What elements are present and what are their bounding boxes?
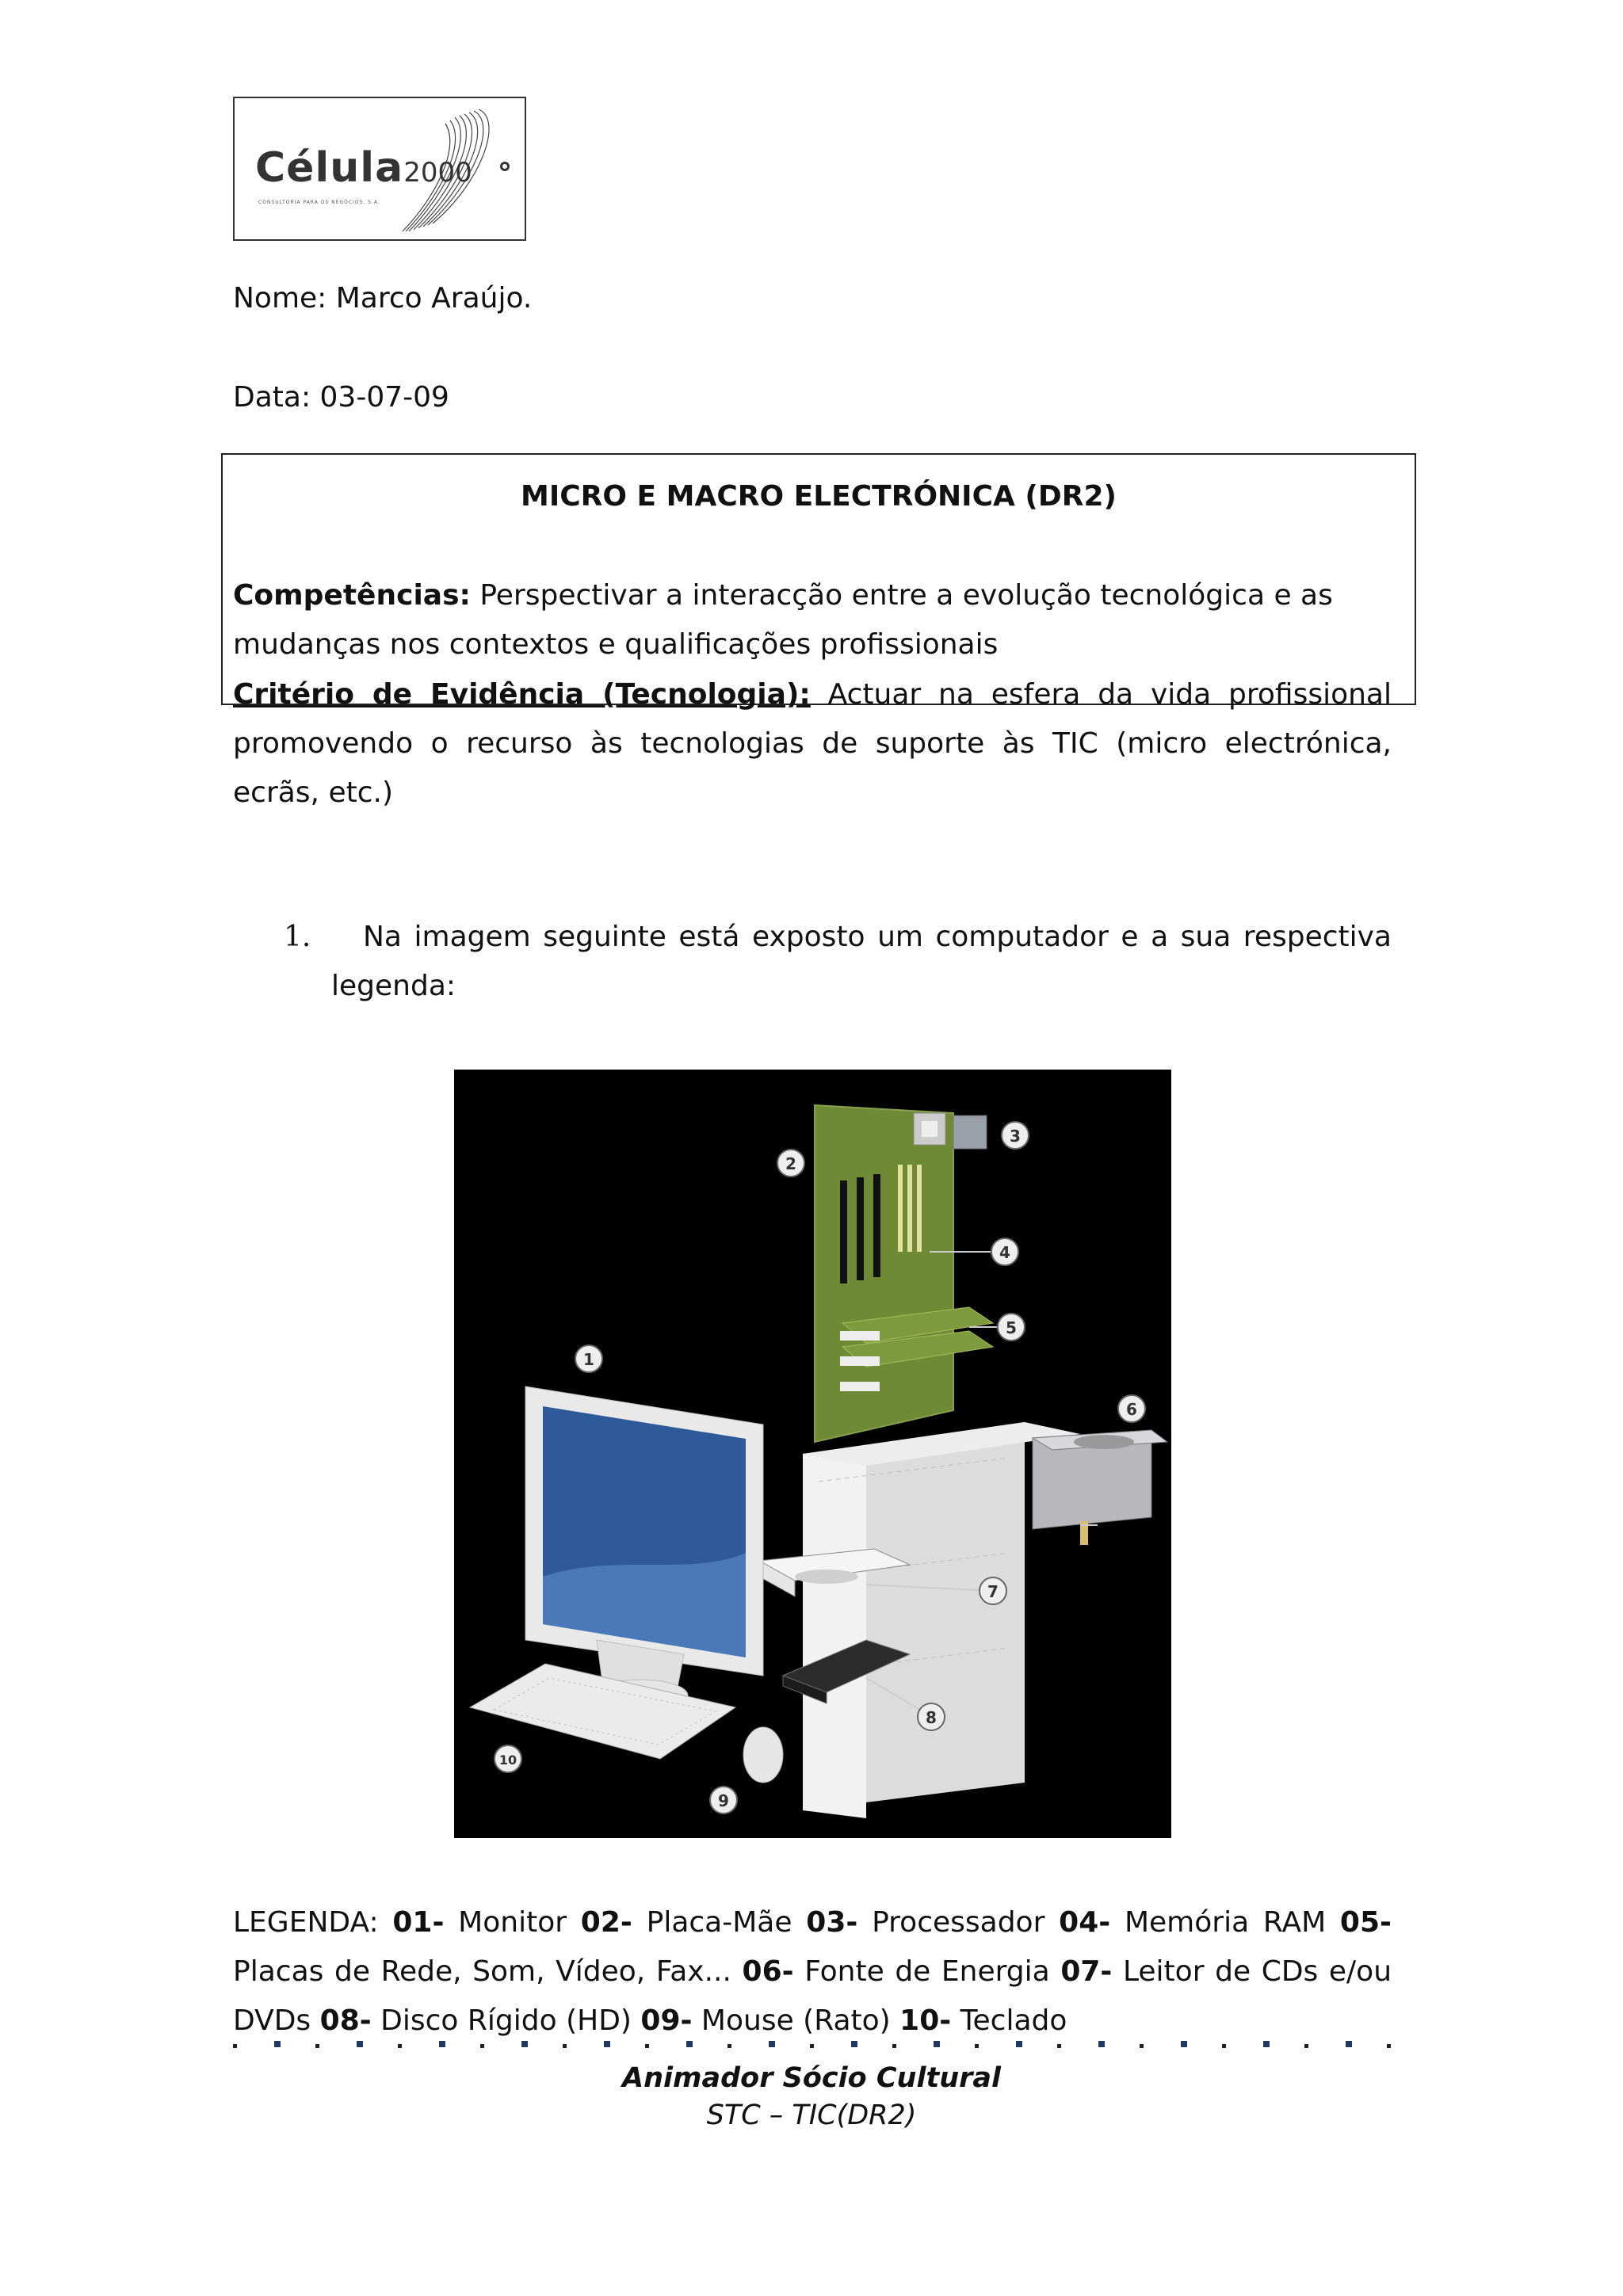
competencias-paragraph [233,571,1358,669]
legend-item-num: 05- [1339,1906,1392,1939]
svg-text:9: 9 [718,1791,729,1810]
logo-tagline: CONSULTORIA PARA OS NEGÓCIOS, S.A. [258,200,380,205]
footer-title: Animador Sócio Cultural [622,2062,1001,2094]
mouse-image [743,1727,783,1783]
svg-text:10: 10 [498,1753,517,1768]
criterio-label: Critério de Evidência (Tecnologia): [233,678,811,711]
footer-dotted-rule [233,2039,1396,2052]
svg-text:1: 1 [583,1350,594,1369]
legend-item-num: 09- [640,2004,693,2037]
legend-item-text: Teclado [960,2004,1067,2037]
logo-wordmark: Célula2000 [255,144,472,192]
legend-item-num: 03- [806,1906,858,1939]
legend-item-num: 07- [1060,1955,1113,1988]
legend-item-text: Fonte de Energia [804,1955,1050,1988]
svg-text:7: 7 [987,1582,999,1601]
legend-item-num: 06- [742,1955,794,1988]
legend-item-text: Disco Rígido (HD) [380,2004,632,2037]
callout-9 [710,1787,737,1814]
legend-item-num: 04- [1059,1906,1111,1939]
competencias-label: Competências: [233,579,471,612]
legend-item-text: Memória RAM [1124,1906,1327,1939]
criterio-paragraph [233,670,1392,818]
svg-text:8: 8 [926,1708,937,1727]
legend-item-text: Leitor de CDs e/ou DVDs [233,1955,1392,2037]
company-logo [233,97,526,241]
criterio-text: Actuar na esfera da vida profissional promovendo o recurso às tecnologias de suporte às TIC (micro electrónica, ecrãs, etc.) [233,678,1392,809]
legend-item-num: 02- [580,1906,632,1939]
legend-item-num: 10- [899,2004,952,2037]
legend-label: LEGENDA: [233,1906,379,1939]
module-title: MICRO E MACRO ELECTRÓNICA (DR2) [521,480,1117,513]
callout-3 [1002,1122,1029,1149]
callout-7 [980,1577,1006,1604]
legend-item-num: 08- [319,2004,372,2037]
svg-text:6: 6 [1126,1400,1137,1419]
callout-6 [1118,1395,1145,1422]
callout-5 [998,1314,1025,1341]
callout-2 [777,1150,804,1177]
name-field: Nome: Marco Araújo. [233,282,533,315]
callout-4 [991,1238,1018,1265]
legend-item-text: Processador [872,1906,1045,1939]
processor-image [953,1116,987,1149]
callout-1 [575,1345,602,1372]
svg-text:3: 3 [1010,1127,1021,1146]
svg-text:4: 4 [999,1243,1010,1262]
question-text: Na imagem seguinte está exposto um computador e a sua respectiva legenda: [331,921,1392,1002]
legend-paragraph [233,1898,1392,2046]
legend-item-num: 01- [392,1906,445,1939]
motherboard-image [815,1105,953,1442]
computer-components-illustration [454,1070,1171,1838]
legend-item-text: Mouse (Rato) [701,2004,891,2037]
date-field: Data: 03-07-09 [233,381,449,414]
svg-text:2: 2 [785,1154,796,1173]
competencias-text: Perspectivar a interacção entre a evolução tecnológica e as mudanças nos contextos e qualificações profissionais [233,579,1333,661]
callout-10 [495,1745,521,1772]
legend-item-text: Monitor [458,1906,567,1939]
footer-subtitle: STC – TIC(DR2) [706,2100,917,2131]
question-number: 1. [284,921,311,953]
legend-item-text: Placas de Rede, Som, Vídeo, Fax... [233,1955,731,1988]
callout-8 [918,1703,945,1730]
legend-item-text: Placa-Mãe [646,1906,792,1939]
svg-text:5: 5 [1006,1318,1017,1337]
